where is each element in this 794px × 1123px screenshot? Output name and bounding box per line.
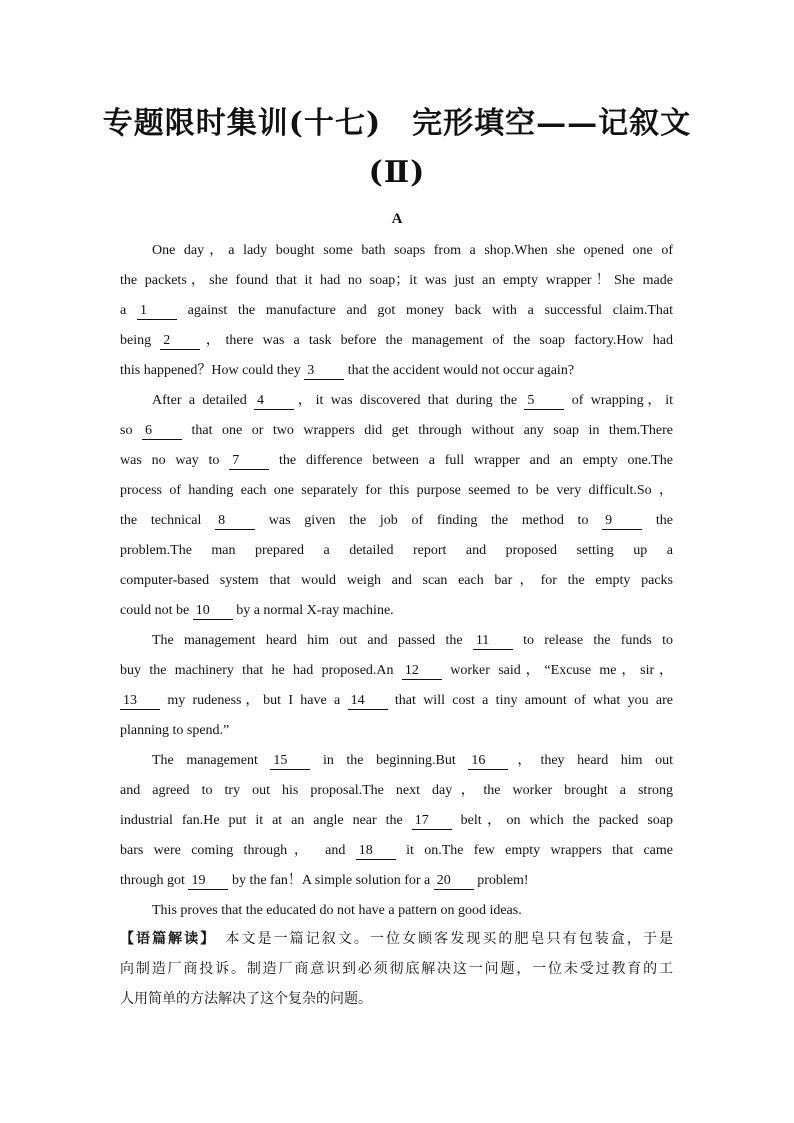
notes-line: 向制造厂商投诉。制造厂商意识到必须彻底解决这一问题，一位未受过教育的工 <box>120 961 673 977</box>
passage-text: The management <box>152 753 271 768</box>
passage-text: belt，on which the packed soap <box>451 813 673 828</box>
cloze-blank-3[interactable]: 3 <box>304 363 344 380</box>
passage-line <box>120 476 673 506</box>
passage-text: computer-based system that would weigh and scan each bar，for the empty packs <box>120 573 673 588</box>
passage-line <box>120 836 673 866</box>
cloze-blank-19[interactable]: 19 <box>188 873 228 890</box>
cloze-blank-11[interactable]: 11 <box>473 633 513 650</box>
passage-line <box>120 386 673 416</box>
cloze-blank-10[interactable]: 10 <box>193 603 233 620</box>
page-title-part-number: (Ⅱ) <box>368 155 426 190</box>
passage-text: against the manufacture and got money back with a successful claim.That <box>176 303 673 318</box>
passage-line <box>120 866 673 896</box>
passage-text: the technical <box>120 513 216 528</box>
notes-line <box>120 924 673 954</box>
section-label: A <box>391 211 403 227</box>
notes-text: 本文是一篇记叙文。一位女顾客发现买的肥皂只有包装盒，于是 <box>225 931 673 947</box>
cloze-blank-12[interactable]: 12 <box>402 663 442 680</box>
passage-text: the difference between a full wrapper and an empty one.The <box>269 453 673 468</box>
passage-line <box>120 686 673 716</box>
cloze-blank-5[interactable]: 5 <box>524 393 564 410</box>
passage-line <box>120 356 673 386</box>
passage-text: it on.The few empty wrappers that came <box>395 843 673 858</box>
passage-line <box>120 566 673 596</box>
passage-text: that one or two wrappers did get through without any soap in them.There <box>181 423 673 438</box>
passage-text: industrial fan.He put it at an angle near the <box>120 813 412 828</box>
passage-text: through got <box>120 873 189 888</box>
cloze-blank-6[interactable]: 6 <box>142 423 182 440</box>
passage-text: in the beginning.But <box>310 753 469 768</box>
notes-tag: 【语篇解读】 <box>120 931 210 947</box>
passage-text: could not be <box>120 603 193 618</box>
passage-text: was no way to <box>120 453 230 468</box>
passage-line <box>120 806 673 836</box>
page-title: 专题限时集训(十七) 完形填空——记叙文 <box>102 106 692 141</box>
notes-line: 人用简单的方法解决了这个复杂的问题。 <box>120 991 372 1007</box>
passage-text: After a detailed <box>152 393 255 408</box>
passage-line <box>120 596 673 626</box>
passage-text: bars were coming through， and <box>120 843 356 858</box>
passage-text: by the fan！A simple solution for a <box>228 873 434 888</box>
passage-line <box>120 896 673 926</box>
cloze-blank-13[interactable]: 13 <box>120 693 160 710</box>
passage-line <box>120 536 673 566</box>
cloze-blank-17[interactable]: 17 <box>412 813 452 830</box>
cloze-blank-8[interactable]: 8 <box>215 513 255 530</box>
passage-line <box>120 626 673 656</box>
passage-text: the <box>642 513 673 528</box>
passage-line <box>120 296 673 326</box>
cloze-blank-16[interactable]: 16 <box>468 753 508 770</box>
passage-line <box>120 506 673 536</box>
cloze-blank-14[interactable]: 14 <box>348 693 388 710</box>
passage-text: This proves that the educated do not have a pattern on good ideas. <box>152 903 522 918</box>
cloze-blank-1[interactable]: 1 <box>137 303 177 320</box>
passage-text: that will cost a tiny amount of what you are <box>387 693 673 708</box>
passage-text: being <box>120 333 161 348</box>
passage-text: a <box>120 303 137 318</box>
passage-text: planning to spend.” <box>120 723 230 738</box>
passage-text: problem.The man prepared a detailed report and proposed setting up a <box>120 543 673 558</box>
passage-line <box>120 416 673 446</box>
passage-line <box>120 776 673 806</box>
cloze-blank-18[interactable]: 18 <box>356 843 396 860</box>
passage-line <box>120 656 673 686</box>
cloze-blank-2[interactable]: 2 <box>160 333 200 350</box>
passage-line <box>120 446 673 476</box>
passage-text: by a normal X-ray machine. <box>232 603 394 618</box>
passage-text: The management heard him out and passed the <box>152 633 473 648</box>
passage-text: ，it was discovered that during the <box>294 393 525 408</box>
cloze-blank-15[interactable]: 15 <box>270 753 310 770</box>
passage-text: process of handing each one separately for this purpose seemed to be very difficult.So ， <box>120 483 673 498</box>
passage-text: so <box>120 423 142 438</box>
passage-line <box>120 746 673 776</box>
cloze-passage <box>120 236 673 926</box>
passage-text: buy the machinery that he had proposed.An <box>120 663 402 678</box>
cloze-blank-20[interactable]: 20 <box>434 873 474 890</box>
passage-text: ，there was a task before the management of the soap factory.How had <box>200 333 673 348</box>
cloze-blank-4[interactable]: 4 <box>254 393 294 410</box>
passage-text: of wrapping，it <box>564 393 673 408</box>
passage-line <box>120 266 673 296</box>
passage-text: my rudeness，but I have a <box>160 693 348 708</box>
reading-notes <box>120 924 673 1014</box>
passage-text: worker said，“Excuse me，sir， <box>441 663 673 678</box>
passage-line <box>120 716 673 746</box>
passage-text: ，they heard him out <box>508 753 673 768</box>
cloze-blank-9[interactable]: 9 <box>602 513 642 530</box>
passage-text: the packets，she found that it had no soap；it was just an empty wrapper！She made <box>120 273 673 288</box>
passage-line <box>120 326 673 356</box>
cloze-blank-7[interactable]: 7 <box>229 453 269 470</box>
passage-line <box>120 236 673 266</box>
passage-text: this happened？How could they <box>120 363 305 378</box>
passage-text: to release the funds to <box>512 633 673 648</box>
passage-text: and agreed to try out his proposal.The next day，the worker brought a strong <box>120 783 673 798</box>
passage-text: was given the job of finding the method to <box>255 513 603 528</box>
passage-text: that the accident would not occur again? <box>344 363 575 378</box>
passage-text: problem! <box>473 873 529 888</box>
passage-text: One day，a lady bought some bath soaps from a shop.When she opened one of <box>152 243 673 258</box>
